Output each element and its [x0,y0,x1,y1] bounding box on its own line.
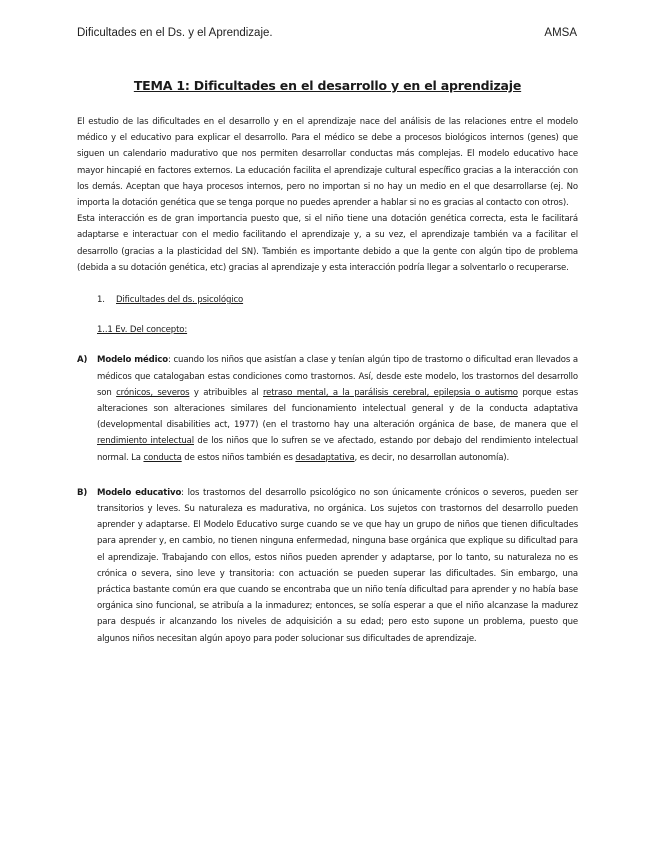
subsection-title: 1..1 Ev. Del concepto: [97,325,188,336]
list-item-medical-model [77,352,578,465]
educational-model-text [97,485,578,647]
header-author-initials: AMSA [544,27,577,39]
text-run: de estos niños también es [181,452,296,463]
text-run: de los niños que lo sufren se ve afectado, estando por debajo del rendimiento intelectual normal. La [97,436,578,463]
running-header [77,27,577,39]
underlined-term: rendimiento intelectual [97,436,194,447]
underlined-term: conducta [143,452,182,463]
text-run: : cuando los niños que asistían a clase y tenían algún tipo de trastorno o dificultad eran llevados a médicos que catalogaban estas condiciones como trastornos. Así, desde este modelo, los trastornos del desarrollo son [97,355,579,398]
section-title: Dificultades del ds. psicológico [116,295,244,306]
section-number: 1. [97,295,105,306]
subsection-heading [77,322,578,338]
section-heading [77,292,578,308]
intro-paragraph-1: El estudio de las dificultades en el desarrollo y en el aprendizaje nace del análisis de las relaciones entre el modelo médico y el educativo para explicar el desarrollo. Para el médico se debe a procesos biológicos internos (genes) que siguen un calendario madurativo que nos permiten desarrollar conductas más complejas. El modelo educativo hace mayor hincapié en factores externos. La educación facilita el aprendizaje cultural específico gracias a la interacción con los demás. Aceptan que haya procesos internos, pero no importan si no hay un medio en el que desarrollarse (ej. No importa la dotación genética que se tenga porque no puedes aprender a hablar si no es gracias al contacto con otros). [77,117,578,209]
underlined-term: crónicos, severos [116,387,190,398]
list-marker-a: A) [77,355,88,366]
medical-model-text [97,352,578,465]
educational-model-label: Modelo educativo [97,487,182,498]
text-run: porque estas alteraciones son alteraciones similares del funcionamiento intelectual general y de la conducta adaptativa (developmental disabilities act, 1977) (en el trastorno hay una alteración orgánica de base, de manera que el [97,387,579,431]
text-run: , es decir, no desarrollan autonomía). [354,452,510,463]
underlined-term: retraso mental, a la parálisis cerebral, epilepsia o autismo [263,387,518,398]
intro-paragraph-2: Esta interacción es de gran importancia puesto que, si el niño tiene una dotación genética correcta, esta le facilitará adaptarse e interactuar con el medio facilitando el aprendizaje y, a su vez, el aprendizaje también va a facilitar el desarrollo (gracias a la plasticidad del SN). También es importante debido a que la gente con algún tipo de problema (debida a su dotación genética, etc) gracias al aprendizaje y esta interacción podría llegar a solventarlo o recuperarse. [77,214,578,273]
text-run: y atribuibles al [189,387,263,398]
header-course-title: Dificultades en el Ds. y el Aprendizaje. [77,27,273,39]
document-body [77,114,578,647]
text-run: : los trastornos del desarrollo psicológico no son únicamente crónicos o severos, pueden ser transitorios y leves. Su naturaleza es madurativa, no orgánica. Los sujetos con trastornos del desarrollo pueden aprender y adaptarse. El Modelo Educativo surge cuando se ve que hay un grupo de niños que tienen dificultades para aprender y, en cambio, no tienen ninguna enfermedad, ninguna base orgánica que explique su dificultad para el aprendizaje. Trabajando con ellos, estos niños pueden aprender y adaptarse, por lo tanto, su naturaleza no es crónica o severa, sino leve y transitoria: con actuación se pueden superar las dificultades. Sin embargo, una práctica bastante común era que cuando se encontraba que un niño tenía dificultad para aprender y no había base orgánica sino funcional, se atribuía a la inmadurez; entonces, se solía esperar a que el niño alcanzase la madurez para después ir alcanzando los niveles de adquisición a su edad; pero esto supone un problema, puesto que algunos niños necesitan algún apoyo para poder solucionar sus dificultades de aprendizaje. [97,487,578,644]
document-title: TEMA 1: Dificultades en el desarrollo y en el aprendizaje [133,78,522,93]
list-marker-b: B) [77,487,88,498]
underlined-term: desadaptativa [295,452,355,463]
list-item-educational-model [77,485,578,647]
medical-model-label: Modelo médico [97,355,169,366]
